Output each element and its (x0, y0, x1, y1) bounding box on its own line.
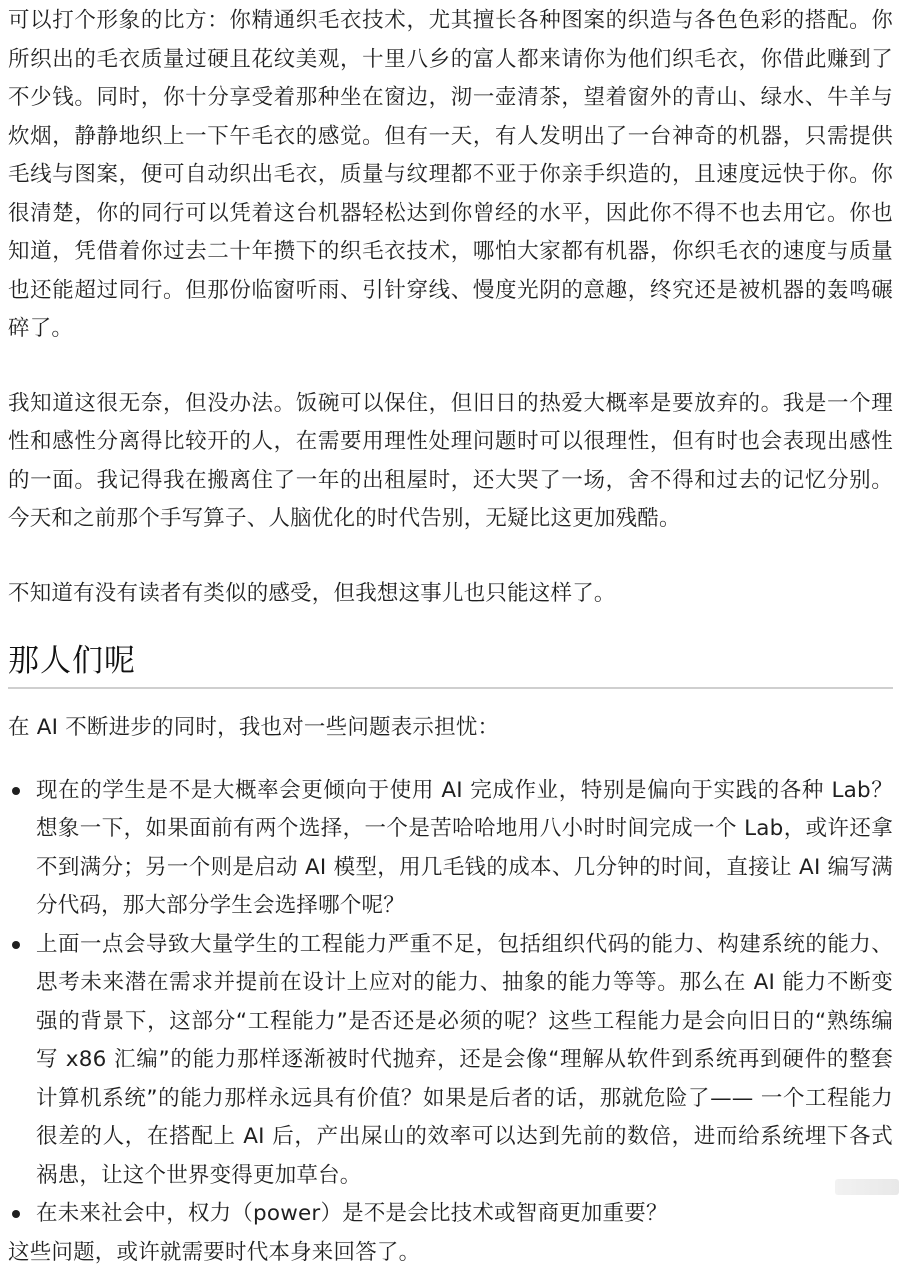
article-body (8, 2, 893, 1272)
closing-paragraph: 这些问题，或许就需要时代本身来回答了。 (8, 1234, 893, 1272)
list-item (8, 1195, 893, 1234)
bullet-dot-icon (12, 1210, 20, 1218)
section-heading: 那人们呢 (8, 641, 893, 689)
bullet-dot-icon (12, 787, 20, 795)
concern-list (8, 772, 893, 1234)
list-item (8, 926, 893, 1196)
bullet-dot-icon (12, 941, 20, 949)
paragraph-reader-feelings: 不知道有没有读者有类似的感受，但我想这事儿也只能这样了。 (8, 575, 893, 614)
list-item-text: 现在的学生是不是大概率会更倾向于使用 AI 完成作业，特别是偏向于实践的各种 Lab？想象一下，如果面前有两个选择，一个是苦哈哈地用八小时时间完成一个 Lab，或许还拿不到满分；另一个则是启动 AI 模型，用几毛钱的成本、几分钟的时间，直接让 AI 编写满分代码，那大部分学生会选择哪个呢？ (36, 778, 893, 919)
list-item (8, 772, 893, 926)
watermark (835, 1179, 899, 1195)
list-item-text: 上面一点会导致大量学生的工程能力严重不足，包括组织代码的能力、构建系统的能力、思考未来潜在需求并提前在设计上应对的能力、抽象的能力等等。那么在 AI 能力不断变强的背景下，这部分“工程能力”是否还是必须的呢？这些工程能力是会向旧日的“熟练编写 x86 汇编”的能力那样逐渐被时代抛弃，还是会像“理解从软件到系统再到硬件的整套计算机系统”的能力那样永远具有价值？如果是后者的话，那就危险了—— 一个工程能力很差的人，在搭配上 AI 后，产出屎山的效率可以达到先前的数倍，进而给系统埋下各式祸患，让这个世界变得更加草台。 (36, 932, 893, 1188)
section-intro: 在 AI 不断进步的同时，我也对一些问题表示担忧： (8, 709, 893, 748)
list-item-text: 在未来社会中，权力（power）是不是会比技术或智商更加重要？ (36, 1201, 668, 1226)
paragraph-sweater-analogy: 可以打个形象的比方：你精通织毛衣技术，尤其擅长各种图案的织造与各色色彩的搭配。你所织出的毛衣质量过硬且花纹美观，十里八乡的富人都来请你为他们织毛衣，你借此赚到了不少钱。同时，你十分享受着那种坐在窗边，沏一壶清茶，望着窗外的青山、绿水、牛羊与炊烟，静静地织上一下午毛衣的感觉。但有一天，有人发明出了一台神奇的机器，只需提供毛线与图案，便可自动织出毛衣，质量与纹理都不亚于你亲手织造的，且速度远快于你。你很清楚，你的同行可以凭着这台机器轻松达到你曾经的水平，因此你不得不也去用它。你也知道，凭借着你过去二十年攒下的织毛衣技术，哪怕大家都有机器，你织毛衣的速度与质量也还能超过同行。但那份临窗听雨、引针穿线、慢度光阴的意趣，终究还是被机器的轰鸣碾碎了。 (8, 2, 893, 349)
paragraph-helpless: 我知道这很无奈，但没办法。饭碗可以保住，但旧日的热爱大概率是要放弃的。我是一个理性和感性分离得比较开的人，在需要用理性处理问题时可以很理性，但有时也会表现出感性的一面。我记得我在搬离住了一年的出租屋时，还大哭了一场，舍不得和过去的记忆分别。今天和之前那个手写算子、人脑优化的时代告别，无疑比这更加残酷。 (8, 385, 893, 539)
